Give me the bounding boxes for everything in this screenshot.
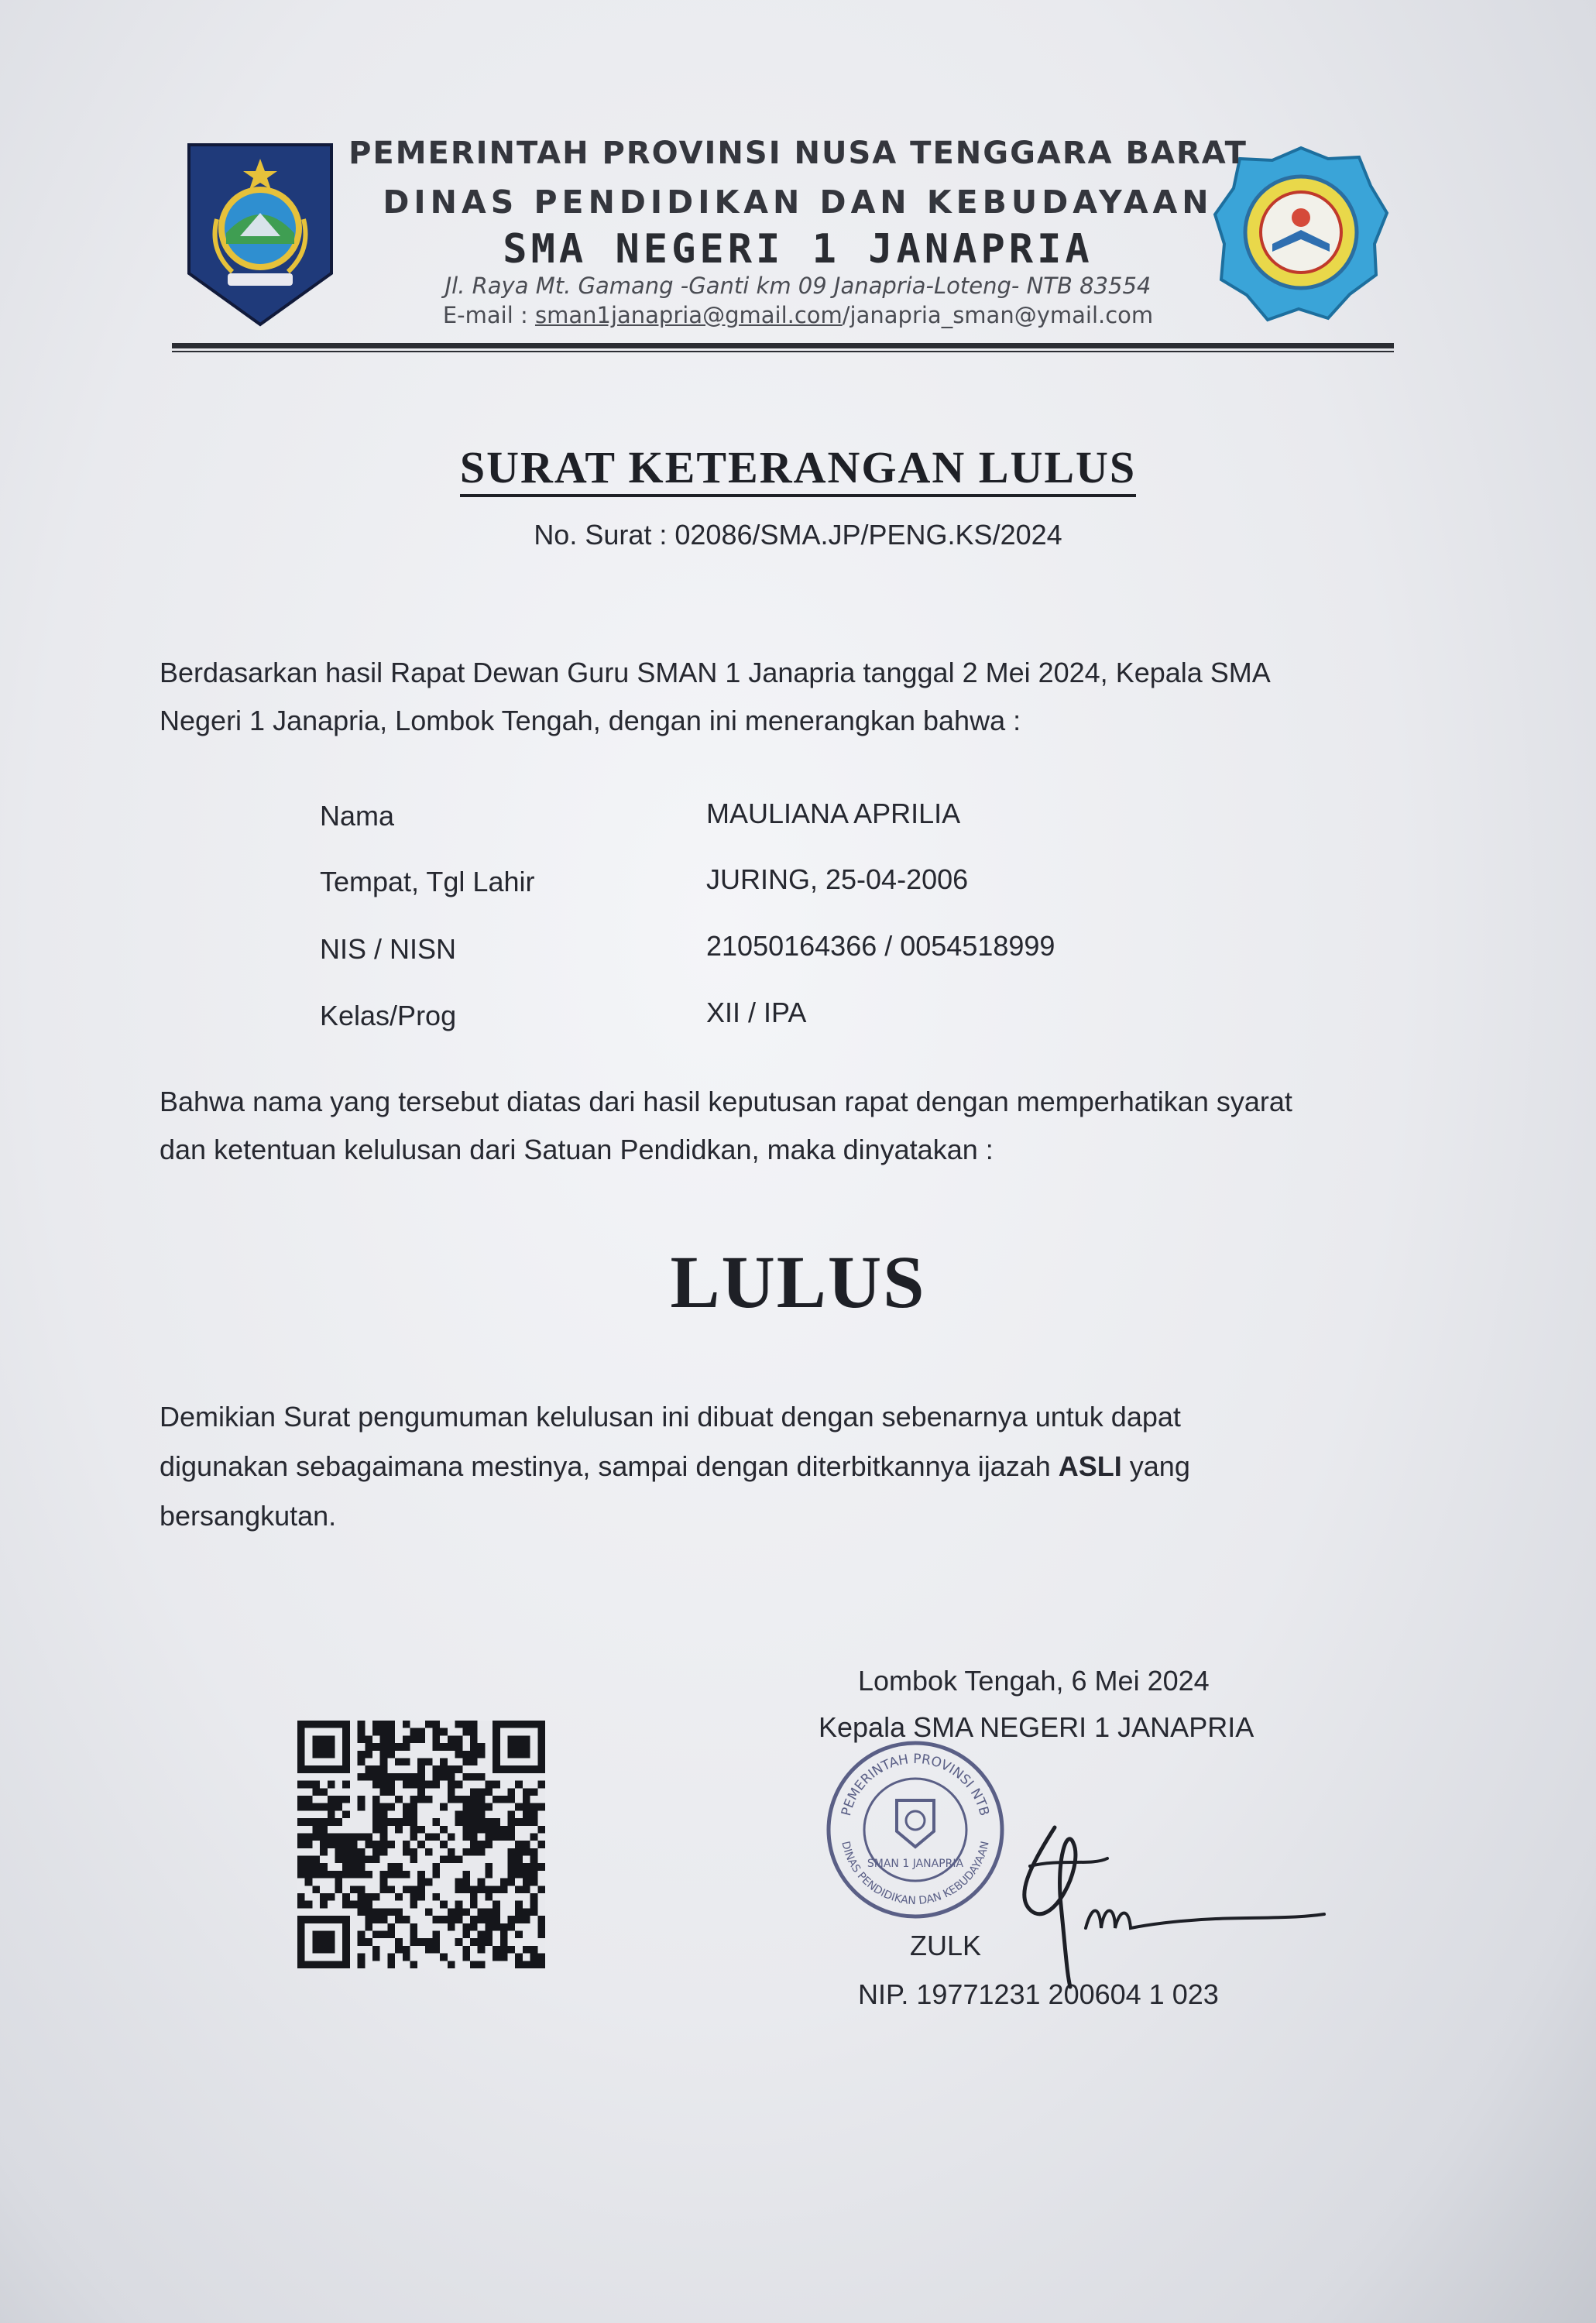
- statement-paragraph: Bahwa nama yang tersebut diatas dari hasil keputusan rapat dengan memperhatikan syarat dan ketentuan kelulusan dari Satuan Pendidkan, maka dinyatakan :: [160, 1086, 1292, 1165]
- letterhead-address: Jl. Raya Mt. Gamang -Ganti km 09 Janapria-Loteng- NTB 83554: [444, 273, 1152, 299]
- field-label-nis: NIS / NISN: [320, 933, 457, 965]
- signatory-nip: NIP. 19771231 200604 1 023: [858, 1978, 1219, 2010]
- asli-bold: ASLI: [1058, 1450, 1122, 1482]
- sign-place-date: Lombok Tengah, 6 Mei 2024: [858, 1665, 1210, 1697]
- letterhead-rule: [172, 343, 1394, 348]
- letterhead-school-name: SMA NEGERI 1 JANAPRIA: [503, 226, 1093, 273]
- stamp-center-text: SMAN 1 JANAPRIA: [867, 1858, 964, 1870]
- closing-paragraph: Demikian Surat pengumuman kelulusan ini dibuat dengan sebenarnya untuk dapat digunakan sebagaimana mestinya, sampai dengan diterbitkannya ijazah ASLI yang bersangkutan.: [160, 1401, 1190, 1532]
- intro-paragraph: Berdasarkan hasil Rapat Dewan Guru SMAN 1 Janapria tanggal 2 Mei 2024, Kepala SMA Negeri 1 Janapria, Lombok Tengah, dengan ini menerangkan bahwa :: [160, 657, 1271, 736]
- stamp-top-text: PEMERINTAH PROVINSI NTB: [839, 1751, 992, 1818]
- field-label-name: Nama: [320, 800, 395, 832]
- document-title: SURAT KETERANGAN LULUS: [0, 441, 1596, 493]
- sign-position: Kepala SMA NEGERI 1 JANAPRIA: [819, 1711, 1254, 1743]
- field-value-birth: JURING, 25-04-2006: [706, 863, 969, 895]
- letterhead-email: [0, 302, 1596, 328]
- email-prefix: E-mail :: [442, 302, 535, 328]
- field-value-name: MAULIANA APRILIA: [706, 798, 961, 829]
- field-label-birth: Tempat, Tgl Lahir: [320, 866, 535, 897]
- email-link[interactable]: sman1janapria@gmail.com: [534, 302, 843, 328]
- official-stamp: [822, 1737, 1008, 1923]
- letter-number: No. Surat : 02086/SMA.JP/PENG.KS/2024: [534, 519, 1062, 551]
- field-value-class: XII / IPA: [706, 997, 807, 1028]
- email-secondary: /janapria_sman@ymail.com: [842, 302, 1154, 328]
- handwritten-signature: [999, 1812, 1340, 1990]
- letterhead-rule-thin: [172, 351, 1394, 352]
- letterhead-government: PEMERINTAH PROVINSI NUSA TENGGARA BARAT: [348, 136, 1248, 171]
- letterhead-department: DINAS PENDIDIKAN DAN KEBUDAYAAN: [383, 184, 1213, 221]
- field-value-nis: 21050164366 / 0054518999: [706, 930, 1055, 962]
- result-text: LULUS: [670, 1240, 926, 1323]
- stamp-bottom-text: DINAS PENDIDIKAN DAN KEBUDAYAAN: [839, 1840, 992, 1908]
- field-label-class: Kelas/Prog: [320, 1000, 457, 1031]
- qr-code[interactable]: [297, 1716, 545, 1973]
- signatory-name: ZULK: [910, 1930, 982, 1961]
